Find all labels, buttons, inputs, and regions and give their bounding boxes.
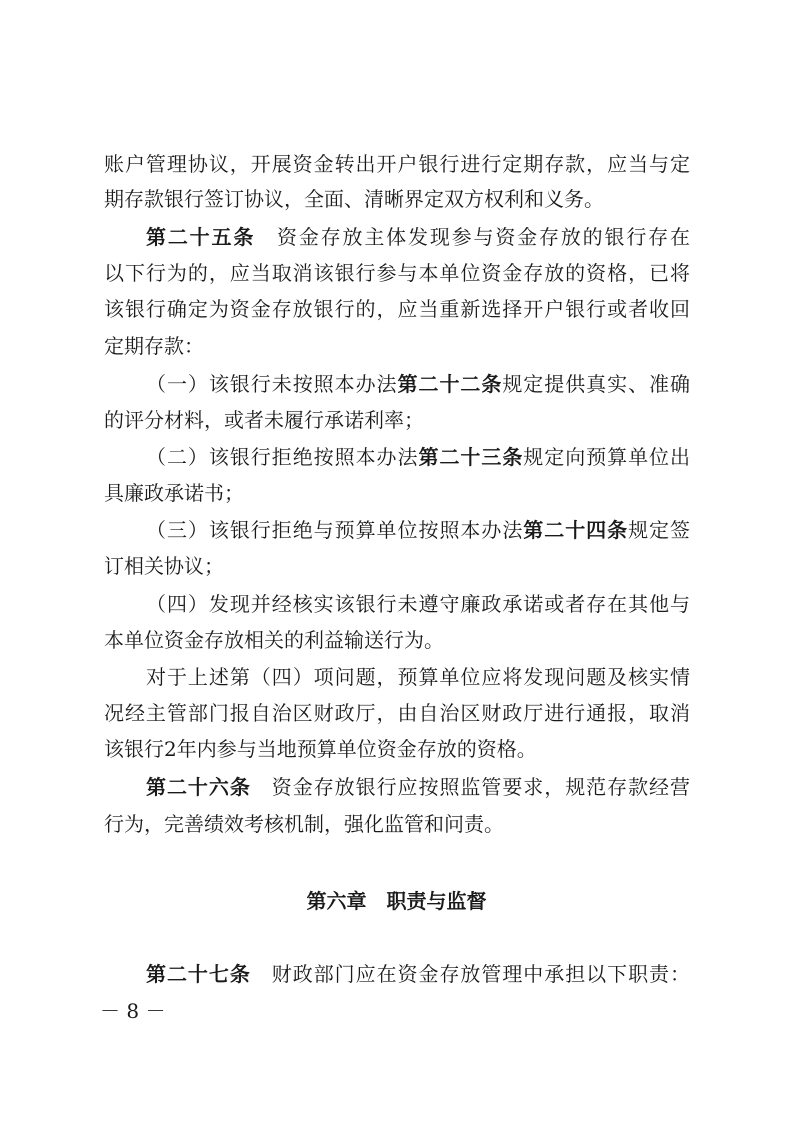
body-text-line: 账户管理协议，开展资金转出开户银行进行定期存款，应当与定 [104,152,690,176]
body-text-line: 况经主管部门报自治区财政厅，由自治区财政厅进行通报，取消 [104,701,690,725]
body-text-line: 本单位资金存放相关的利益输送行为。 [104,628,444,652]
body-text-line: 该银行2年内参与当地预算单位资金存放的资格。 [104,737,537,761]
chapter-title: 第六章 职责与监督 [306,889,487,913]
body-text-line: 订相关协议； [104,554,224,578]
body-text-line: 具廉政承诺书； [104,481,244,505]
list-item-2-line: （二）该银行拒绝按照本办法第二十三条规定向预算单位出 [146,445,690,469]
article-reference: 第二十七条 [146,962,251,986]
article-25-heading-line: 第二十五条 资金存放主体发现参与资金存放的银行存在 [146,225,690,249]
list-item-4-line: （四）发现并经核实该银行未遵守廉政承诺或者存在其他与 [146,592,690,616]
article-reference: 第二十四条 [523,518,629,542]
body-text-line: 定期存款： [104,334,204,358]
body-text-line: 该银行确定为资金存放银行的，应当重新选择开户银行或者收回 [104,297,690,321]
article-27-heading-line: 第二十七条 财政部门应在资金存放管理中承担以下职责： [146,962,690,986]
list-item-3-line: （三）该银行拒绝与预算单位按照本办法第二十四条规定签 [146,518,690,542]
article-reference: 第二十二条 [397,372,503,396]
body-text-line: 行为，完善绩效考核机制，强化监管和问责。 [104,812,504,836]
body-text-line: 对于上述第（四）项问题，预算单位应将发现问题及核实情 [146,665,690,689]
body-text-line: 的评分材料，或者未履行承诺利率； [104,408,424,432]
list-item-1-line: （一）该银行未按照本办法第二十二条规定提供真实、准确 [146,372,690,396]
body-text-line: 期存款银行签订协议，全面、清晰界定双方权利和义务。 [104,187,604,211]
body-text-line: 以下行为的，应当取消该银行参与本单位资金存放的资格，已将 [104,261,690,285]
article-26-heading-line: 第二十六条 资金存放银行应按照监管要求，规范存款经营 [146,775,690,799]
page-number: － 8 － [100,999,166,1023]
article-reference: 第二十五条 [146,225,256,249]
article-reference: 第二十六条 [146,775,251,799]
article-reference: 第二十三条 [418,445,524,469]
